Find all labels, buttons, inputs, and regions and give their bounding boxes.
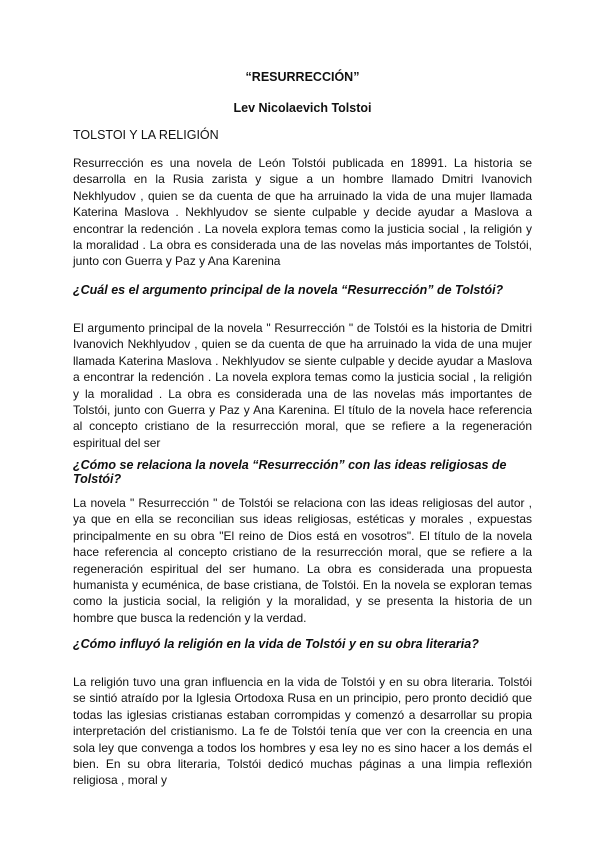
question-heading: ¿Cómo influyó la religión en la vida de Tolstói y en su obra literaria? <box>73 637 479 651</box>
question-heading: ¿Cómo se relaciona la novela “Resurrección” con las ideas religiosas de Tolstói? <box>73 458 507 486</box>
document-author: Lev Nicolaevich Tolstoi <box>233 101 372 115</box>
answer-paragraph: La religión tuvo una gran influencia en la vida de Tolstói y en su obra literaria. Tolstói se sintió atraído por la Iglesia Ortodoxa Rusa en un principio, pero pronto decidió que todas las iglesias cristianas estaban corrompidas y comenzó a desarrollar su propia interpretación del cristianismo. La fe de Tolstói tenía que ver con la creencia en una sola ley que convenga a todos los hombres y esa ley no es sino hacer a los demás el bien. En su obra literaria, Tolstói dedicó muchas páginas a una limpia reflexión religiosa , moral y <box>73 675 532 788</box>
answer-paragraph: El argumento principal de la novela " Resurrección " de Tolstói es la historia de Dmitri Ivanovich Nekhlyudov , quien se da cuenta de que ha arruinado la vida de una mujer llamada Katerina Maslova . Nekhlyudov se siente culpable y decide ayudar a Maslova a encontrar la redención . La novela explora temas como la justicia social , la religión y la moralidad . La obra es considerada una de las novelas más importantes de Tolstói, junto con Guerra y Paz y Ana Karenina. El título de la novela hace referencia al concepto cristiano de la resurrección moral, que se refiere a la regeneración espiritual del ser <box>73 321 532 450</box>
question-heading: ¿Cuál es el argumento principal de la novela “Resurrección” de Tolstói? <box>73 283 504 297</box>
document-title: “RESURRECCIÓN” <box>245 70 360 84</box>
section-heading: TOLSTOI Y LA RELIGIÓN <box>73 128 219 142</box>
intro-paragraph: Resurrección es una novela de León Tolstói publicada en 18991. La historia se desarrolla en la Rusia zarista y sigue a un hombre llamado Dmitri Ivanovich Nekhlyudov , quien se da cuenta de que ha arruinado la vida de una mujer llamada Katerina Maslova . Nekhlyudov se siente culpable y decide ayudar a Maslova a encontrar la redención . La novela explora temas como la justicia social , la religión y la moralidad . La obra es considerada una de las novelas más importantes de Tolstói, junto con Guerra y Paz y Ana Karenina <box>73 156 532 269</box>
answer-paragraph: La novela " Resurrección " de Tolstói se relaciona con las ideas religiosas del autor , ya que en ella se reconcilian sus ideas religiosas, estéticas y morales , expuestas principalmente en su obra "El reino de Dios está en vosotros". El título de la novela hace referencia al concepto cristiano de la resurrección moral, que se refiere a la regeneración espiritual del ser humano. La obra es considerada una propuesta humanista y ecuménica, de base cristiana, de Tolstói. En la novela se exploran temas como la justicia social, la religión y la moralidad, y se presenta la historia de un hombre que busca la redención y la verdad. <box>73 496 532 625</box>
